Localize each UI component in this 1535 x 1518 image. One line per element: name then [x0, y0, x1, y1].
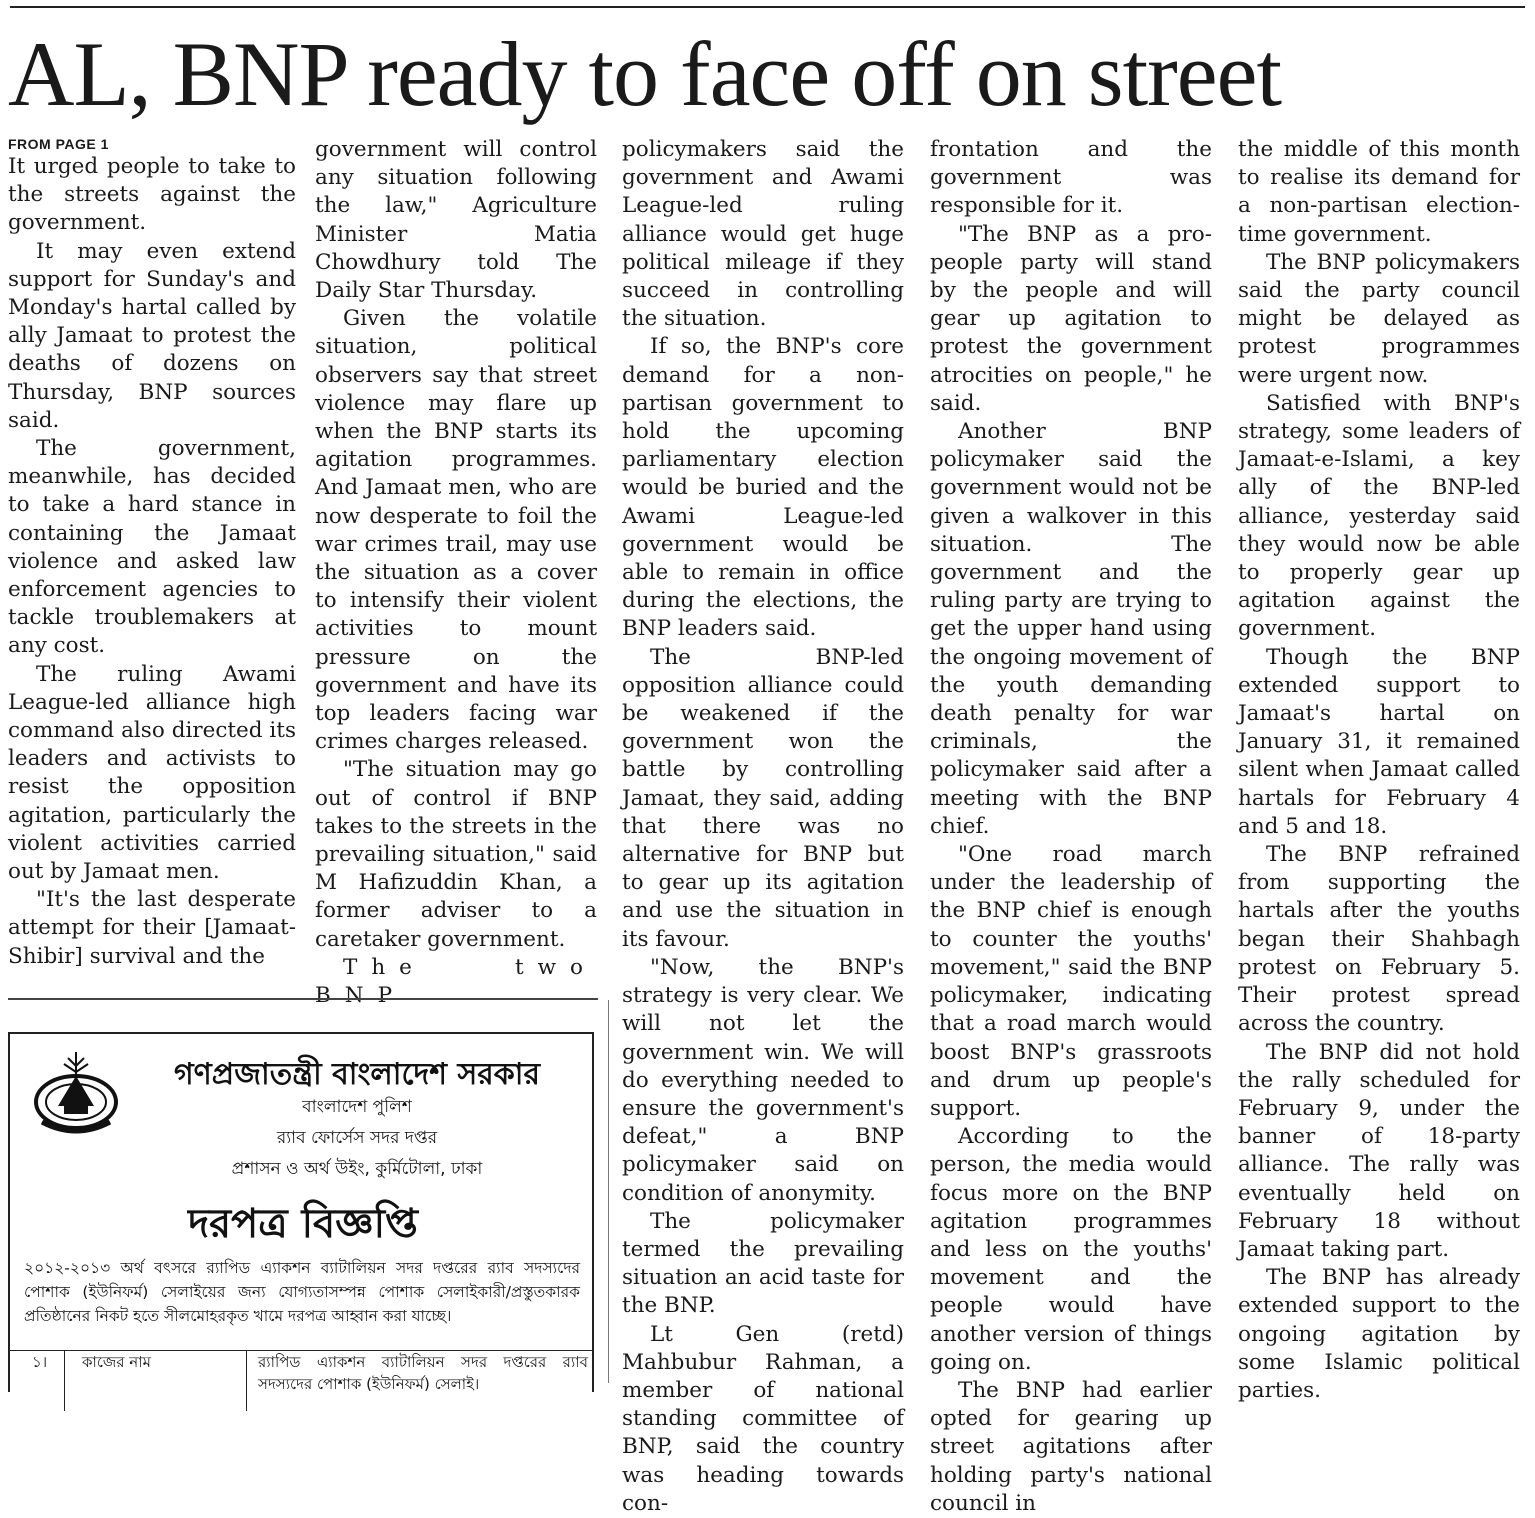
paragraph: The policymaker termed the prevailing situation an acid taste for the BNP.: [622, 1208, 904, 1319]
tender-advertisement: [8, 1032, 594, 1392]
from-page-label: FROM PAGE 1: [8, 136, 109, 152]
paragraph: The BNP refrained from supporting the hartals after the youths began their Shahbagh protest on February 5. Their protest spread across the country.: [1238, 842, 1520, 1037]
paragraph: The ruling Awami League-led alliance high command also directed its leaders and activists to resist the opposition agitation, particularly the violent activities carried out by Jamaat men.: [8, 661, 296, 885]
column-divider: [608, 1000, 609, 1383]
paragraph: government will control any situation following the law," Agriculture Minister Matia Chowdhury told The Daily Star Thursday.: [315, 137, 597, 304]
paragraph: The BNP did not hold the rally scheduled for February 9, under the banner of 18-party alliance. The rally was eventually held on February 18 without Jamaat taking part.: [1238, 1039, 1520, 1262]
ad-title: গণপ্রজাতন্ত্রী বাংলাদেশ সরকার: [174, 1057, 540, 1092]
paragraph: The BNP policymakers said the party council might be delayed as protest programmes were urgent now.: [1238, 249, 1520, 388]
ad-line: র‍্যাব ফোর্সেস সদর দপ্তর: [276, 1128, 438, 1148]
article-column-4: [930, 136, 1212, 1518]
paragraph: The government, meanwhile, has decided to take a hard stance in containing the Jamaat violence and asked law enforcement agencies to tackle troublemakers at any cost.: [8, 436, 296, 659]
paragraph: According to the person, the media would focus more on the BNP agitation programmes and less on the youths' movement and the people would have another version of things going on.: [930, 1124, 1212, 1375]
ad-table-divider: [246, 1351, 247, 1411]
paragraph: The BNP has already extended support to the ongoing agitation by some Islamic political parties.: [1238, 1265, 1520, 1403]
paragraph: It urged people to take to the streets against the government.: [8, 154, 296, 236]
paragraph: Another BNP policymaker said the government would not be given a walkover in this situation. The government and the ruling party are trying to get the upper hand using the ongoing movement of the youth demanding death penalty for war criminals, the policymaker said after a meeting with the BNP chief.: [930, 419, 1212, 839]
top-rule: [10, 6, 1525, 8]
paragraph: It may even extend support for Sunday's and Monday's hartal called by ally Jamaat to protest the deaths of dozens on Thursday, BNP sources said.: [8, 238, 296, 433]
article-column-3: [622, 136, 904, 1518]
ad-line: প্রশাসন ও অর্থ উইং, কুর্মিটোলা, ঢাকা: [231, 1159, 483, 1179]
article-column-1: [8, 136, 296, 971]
ad-body: ২০১২-২০১৩ অর্থ বৎসরে র‍্যাপিড এ্যাকশন ব্যাটালিয়ন সদর দপ্তরের র‍্যাব সদস্যদের পোশাক (ইউনিফর্ম) সেলাইয়ের জন্য যোগ্যতাসম্পন্ন পোশাক সেলাইকারী/প্রস্তুতকারক প্রতিষ্ঠানের নিকট হতে সীলমোহরকৃত খামে দরপত্র আহ্বান করা যাচ্ছে।: [24, 1259, 580, 1325]
ad-table-label: কাজের নাম: [82, 1353, 151, 1371]
paragraph: policymakers said the government and Awami League-led ruling alliance would get huge political mileage if they succeed in controlling the situation.: [622, 137, 904, 332]
ad-table-divider: [64, 1351, 65, 1411]
paragraph: Given the volatile situation, political observers say that street violence may flare up when the BNP starts its agitation programmes. And Jamaat men, who are now desperate to foil the war crimes trail, may use the situation as a cover to intensify their violent activities to mount pressure on the government and have its top leaders facing war crimes charges released.: [315, 306, 597, 755]
section-divider: [8, 998, 598, 1000]
paragraph: The BNP-led opposition alliance could be weakened if the government won the battle by controlling Jamaat, they said, adding that there was no alternative for BNP but to gear up its agitation and use the situation in its favour.: [622, 644, 904, 952]
paragraph: "The situation may go out of control if BNP takes to the streets in the prevailing situation," said M Hafizuddin Khan, a former adviser to a caretaker government.: [315, 757, 597, 952]
ad-table-value: র‍্যাপিড এ্যাকশন ব্যাটালিয়ন সদর দপ্তরের র‍্যাব সদস্যদের পোশাক (ইউনিফর্ম) সেলাই।: [258, 1353, 588, 1393]
paragraph: "Now, the BNP's strategy is very clear. We will not let the government win. We will do everything needed to ensure the government's defeat," a BNP policymaker said on condition of anonymity.: [622, 954, 904, 1206]
police-emblem-icon: [28, 1048, 124, 1138]
ad-table-row-number: ১।: [32, 1353, 48, 1371]
paragraph: Satisfied with BNP's strategy, some leaders of Jamaat-e-Islami, a key ally of the BNP-led alliance, yesterday said they would now be able to properly gear up agitation against the government.: [1238, 390, 1520, 642]
paragraph: If so, the BNP's core demand for a non-partisan government to hold the upcoming parliamentary election would be buried and the Awami League-led government would be able to remain in office during the elections, the BNP leaders said.: [622, 334, 904, 642]
paragraph: "It's the last desperate attempt for their [Jamaat-Shibir] survival and the: [8, 887, 296, 969]
paragraph: The two BNP: [315, 954, 597, 1009]
headline: AL, BNP ready to face off on street: [8, 23, 1282, 125]
ad-table: [10, 1350, 592, 1411]
ad-tender-heading: দরপত্র বিজ্ঞপ্তি: [188, 1201, 418, 1247]
paragraph: The BNP had earlier opted for gearing up street agitations after holding party's national council in: [930, 1377, 1212, 1516]
article-column-5: [1238, 136, 1520, 1405]
paragraph: the middle of this month to realise its demand for a non-partisan election-time government.: [1238, 137, 1520, 247]
ad-line: বাংলাদেশ পুলিশ: [302, 1097, 412, 1117]
article-column-2: [315, 136, 597, 1010]
paragraph: "The BNP as a pro-people party will stand by the people and will gear up agitation to protest the government atrocities on people," he said.: [930, 221, 1212, 416]
paragraph: Though the BNP extended support to Jamaat's hartal on January 31, it remained silent when Jamaat called hartals for February 4 and 5 and 18.: [1238, 644, 1520, 839]
paragraph: frontation and the government was responsible for it.: [930, 137, 1212, 219]
paragraph: "One road march under the leadership of the BNP chief is enough to counter the youths' movement," said the BNP policymaker, indicating that a road march would boost BNP's grassroots and drum up people's support.: [930, 842, 1212, 1121]
paragraph: Lt Gen (retd) Mahbubur Rahman, a member of national standing committee of BNP, said the country was heading towards con-: [622, 1321, 904, 1516]
